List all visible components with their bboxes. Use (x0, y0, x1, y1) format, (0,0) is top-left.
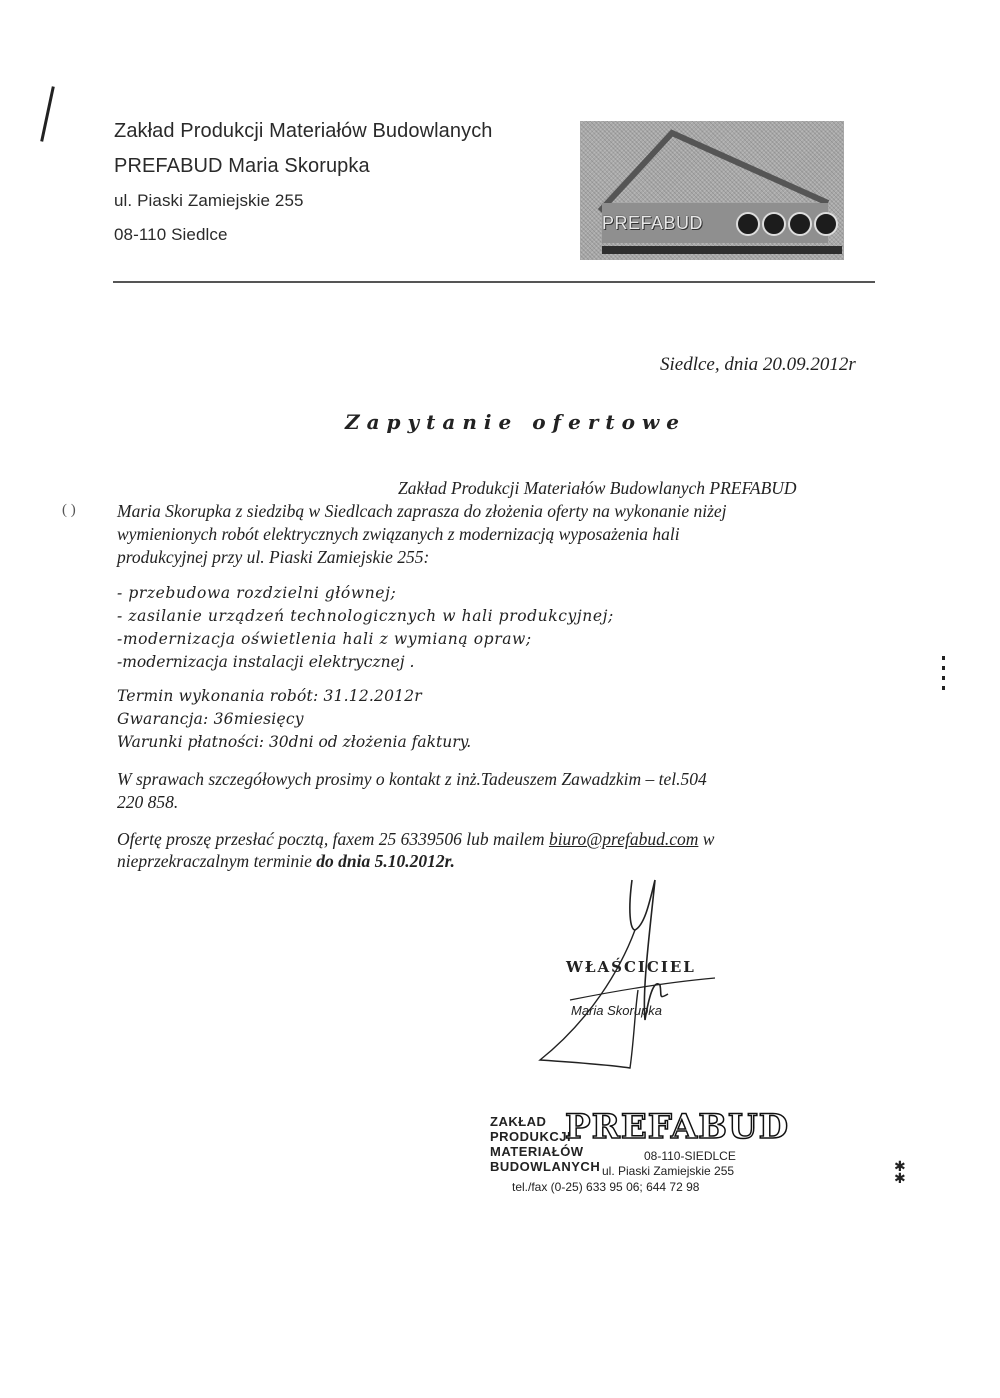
signature-name: Maria Skorupka (571, 1003, 663, 1018)
stamp-label-line: PRODUKCJI (490, 1129, 572, 1144)
email-link[interactable]: biuro@prefabud.com (548, 829, 699, 849)
company-name: Zakład Produkcji Materiałów Budowlanych (114, 120, 493, 142)
stamp-city: 08-110-SIEDLCE (644, 1149, 736, 1163)
intro-line-1: Zakład Produkcji Materiałów Budowlanych PREFABUD (398, 478, 797, 498)
logo-hole (815, 213, 837, 235)
stamp-street: ul. Piaski Zamiejskie 255 (602, 1164, 735, 1178)
scan-asterisk-mark: ✱ ✱ (894, 1160, 906, 1187)
submission-line-2 (117, 851, 455, 872)
company-postal: 08-110 Siedlce (114, 225, 228, 244)
submission-deadline-label: nieprzekraczalnym terminie (117, 851, 317, 871)
stamp-label-line: ZAKŁAD (490, 1114, 547, 1129)
stamp-brand: PREFABUD (565, 1107, 790, 1147)
pen-stroke-mark (40, 86, 55, 141)
company-logo (580, 121, 844, 260)
scope-item: -modernizacja instalacji elektrycznej . (117, 653, 415, 671)
intro-line-3: wymienionych robót elektrycznych związanych z modernizacją wyposażenia hali (117, 524, 680, 544)
header-divider (113, 281, 875, 283)
logo-text: PREFABUD (602, 213, 704, 233)
submission-text: Ofertę proszę przesłać pocztą, faxem 25 6339506 lub mailem (117, 829, 549, 849)
contact-line-2: 220 858. (117, 792, 179, 812)
stamp-label-line: BUDOWLANYCH (490, 1159, 601, 1174)
company-owner: PREFABUD Maria Skorupka (114, 155, 370, 177)
margin-mark: ( ) (62, 502, 76, 518)
term-deadline: Termin wykonania robót: 31.12.2012r (117, 687, 422, 705)
contact-line-1: W sprawach szczegółowych prosimy o kontakt z inż.Tadeuszem Zawadzkim – tel.504 (117, 769, 707, 789)
company-address: ul. Piaski Zamiejskie 255 (114, 191, 304, 210)
logo-hole (737, 213, 759, 235)
submission-line-1 (117, 829, 714, 850)
scope-item: - zasilanie urządzeń technologicznych w hali produkcyjnej; (117, 607, 614, 625)
stamp-phone: tel./fax (0-25) 633 95 06; 644 72 98 (512, 1180, 700, 1194)
logo-roof-graphic (580, 121, 844, 260)
logo-hole (763, 213, 785, 235)
stamp-label-line: MATERIAŁÓW (490, 1144, 584, 1159)
intro-line-4: produkcyjnej przy ul. Piaski Zamiejskie 255: (117, 547, 430, 567)
scope-item: -modernizacja oświetlenia hali z wymianą opraw; (117, 630, 532, 648)
scope-item: - przebudowa rozdzielni głównej; (117, 584, 397, 602)
date-line: Siedlce, dnia 20.09.2012r (660, 354, 856, 375)
document-title: Zapytanie ofertowe (345, 410, 686, 434)
signature-title: WŁAŚCICIEL (566, 958, 696, 976)
submission-text-end: w (698, 829, 715, 849)
term-warranty: Gwarancja: 36miesięcy (117, 710, 304, 728)
scan-dots-right (942, 656, 946, 696)
intro-line-2: Maria Skorupka z siedzibą w Siedlcach zaprasza do złożenia oferty na wykonanie niżej (117, 501, 727, 521)
submission-deadline: do dnia 5.10.2012r. (316, 851, 455, 871)
logo-hole (789, 213, 811, 235)
term-payment: Warunki płatności: 30dni od złożenia faktury. (117, 733, 472, 751)
